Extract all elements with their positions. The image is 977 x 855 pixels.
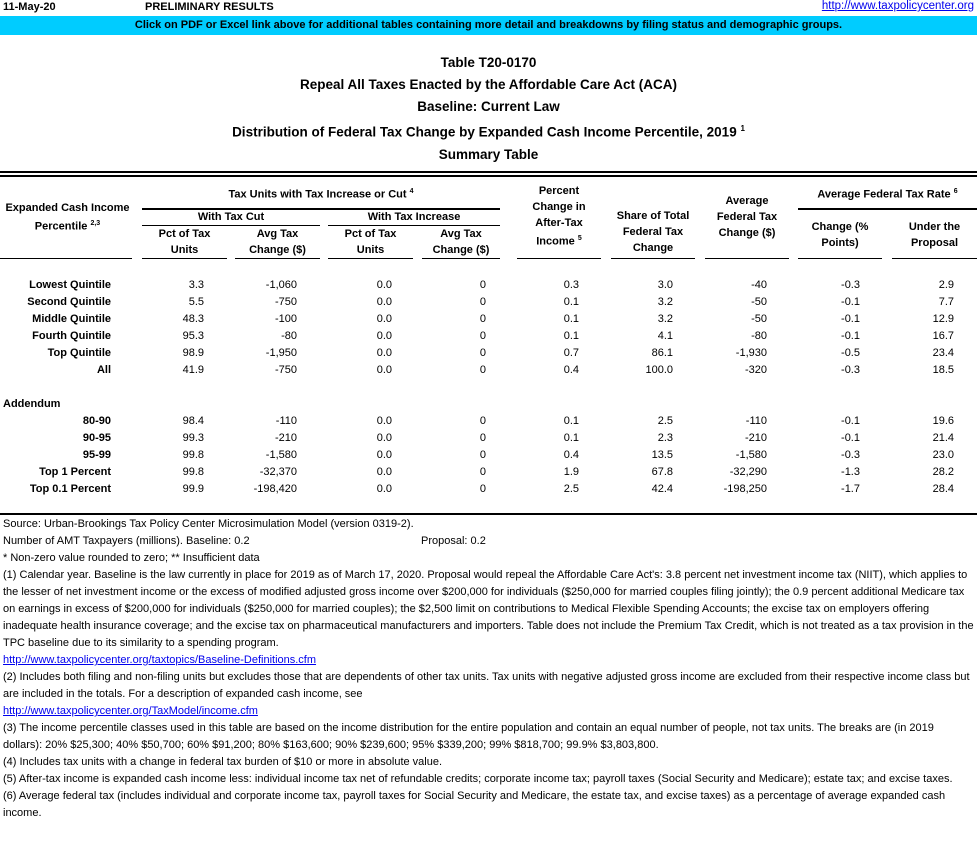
cell-share: 86.1	[651, 347, 673, 359]
col-text: Share of Total	[616, 210, 690, 222]
cell-inc-avg: 0	[479, 466, 486, 478]
cell-pct-after-tax: 1.9	[563, 466, 579, 478]
report-date: 11-May-20	[3, 1, 56, 13]
top-bar	[0, 0, 977, 15]
col-avg-fed	[705, 191, 789, 241]
cell-inc-avg: 0	[479, 483, 486, 495]
table-id: Table T20-0170	[440, 55, 537, 70]
col-text: Average	[725, 195, 769, 207]
cell-pct-after-tax: 0.1	[563, 330, 579, 342]
col-text: Avg Tax	[256, 228, 299, 240]
rule	[892, 258, 977, 259]
distribution-title	[0, 118, 977, 144]
sub-header-increase: With Tax Increase	[367, 211, 461, 223]
cell-rate-change: -0.1	[841, 432, 860, 444]
cell-avg-fed: -50	[751, 313, 767, 325]
col-text: Units	[356, 244, 385, 256]
cell-cut-avg: -100	[274, 313, 297, 325]
cell-share: 42.4	[651, 483, 673, 495]
amt-proposal: Proposal: 0.2	[421, 535, 486, 547]
rule	[517, 258, 601, 259]
cell-cut-pct: 41.9	[182, 364, 204, 376]
cell-share: 2.5	[657, 415, 673, 427]
cell-rate-under: 18.5	[932, 364, 954, 376]
footnote-ref: 6	[953, 188, 958, 195]
cell-avg-fed: -320	[744, 364, 767, 376]
summary-title: Summary Table	[438, 146, 539, 162]
cell-rate-under: 7.7	[938, 296, 954, 308]
cell-rate-under: 16.7	[932, 330, 954, 342]
row-header-text: Percentile	[34, 220, 88, 233]
note-4: (4) Includes tax units with a change in federal tax burden of $10 or more in absolute value.	[3, 756, 443, 768]
cell-share: 4.1	[657, 330, 673, 342]
table-row	[0, 362, 977, 379]
cell-cut-avg: -210	[274, 432, 297, 444]
col-text: After-Tax	[535, 217, 583, 229]
cell-inc-pct: 0.0	[376, 432, 392, 444]
cell-inc-pct: 0.0	[376, 347, 392, 359]
cell-inc-avg: 0	[479, 364, 486, 376]
cell-rate-change: -0.1	[841, 415, 860, 427]
income-model-link[interactable]: http://www.taxpolicycenter.org/TaxModel/income.cfm	[3, 705, 258, 717]
cell-inc-avg: 0	[479, 432, 486, 444]
cell-rate-under: 19.6	[932, 415, 954, 427]
cell-pct-after-tax: 0.1	[563, 415, 579, 427]
source-note: Source: Urban-Brookings Tax Policy Center Microsimulation Model (version 0319-2).	[3, 518, 414, 530]
col-rate-change	[798, 219, 882, 251]
col-text: Points)	[821, 237, 859, 249]
rule	[328, 258, 413, 259]
cell-pct-after-tax: 0.3	[563, 279, 579, 291]
cell-share: 13.5	[651, 449, 673, 461]
site-link[interactable]: http://www.taxpolicycenter.org	[821, 0, 974, 12]
cell-cut-avg: -80	[281, 330, 297, 342]
cell-cut-avg: -198,420	[253, 483, 297, 495]
cell-inc-avg: 0	[479, 279, 486, 291]
cell-rate-change: -1.7	[841, 483, 860, 495]
proposal-title: Repeal All Taxes Enacted by the Affordable Care Act (ACA)	[299, 77, 678, 92]
cell-rate-change: -0.1	[841, 296, 860, 308]
rule	[235, 258, 320, 259]
cell-cut-pct: 98.9	[182, 347, 204, 359]
table-row	[0, 464, 977, 481]
note-1: (1) Calendar year. Baseline is the law currently in place for 2019 as of March 17, 2020. Proposal would repeal the Affordable Care Act's: 3.8 percent net investment income tax (NIIT), which applies to the lesser of net investment income or the excess of modified adjusted gross income over $200,000 for individuals ($250,000 for married couples filing jointly); the 0.9 percent additional Medicare tax on earnings in excess of $200,000 for individuals ($250,000 for married couples); the $2,500 limit on contributions to Medical Flexible Spending Accounts; the excise tax on employers offering inadequate health insurance coverage; and the excise tax on pharmaceutical manufacturers and importers. Table does not include the Premium Tax Credit, which is not treated as a tax provision in the TPC baseline due to its similarity to a spending program.	[3, 569, 974, 649]
row-label: Middle Quintile	[32, 313, 111, 325]
cell-avg-fed: -110	[745, 415, 767, 427]
cell-rate-under: 28.2	[932, 466, 954, 478]
rule	[422, 258, 500, 259]
table-row	[0, 345, 977, 362]
row-label: Lowest Quintile	[29, 279, 111, 291]
cell-cut-pct: 99.3	[182, 432, 204, 444]
footnote-ref: 4	[409, 188, 414, 195]
col-text: Income	[536, 235, 575, 248]
cell-inc-pct: 0.0	[376, 415, 392, 427]
col-text: Avg Tax	[440, 228, 482, 240]
table-row	[0, 328, 977, 345]
col-text: Change ($)	[249, 244, 306, 256]
cell-cut-pct: 99.8	[182, 466, 204, 478]
table-row	[0, 413, 977, 430]
cell-cut-pct: 99.9	[182, 483, 204, 495]
sub-header-cut: With Tax Cut	[197, 211, 265, 223]
cell-cut-avg: -1,950	[265, 347, 297, 359]
cell-share: 100.0	[645, 364, 673, 376]
col-share	[611, 208, 695, 256]
cell-rate-under: 12.9	[932, 313, 954, 325]
col-text	[517, 231, 601, 250]
group-header-units	[142, 184, 500, 203]
group-header-rate	[798, 184, 977, 203]
cell-inc-avg: 0	[479, 415, 486, 427]
table-row	[0, 447, 977, 464]
col-text: Federal Tax	[716, 211, 778, 223]
cell-cut-pct: 5.5	[188, 296, 204, 308]
cell-avg-fed: -32,290	[729, 466, 767, 478]
cell-rate-change: -0.1	[841, 330, 860, 342]
baseline-title: Baseline: Current Law	[417, 99, 560, 114]
cell-inc-pct: 0.0	[376, 364, 392, 376]
footnote-ref: 2,3	[90, 220, 101, 227]
cell-rate-under: 28.4	[932, 483, 954, 495]
table-row	[0, 481, 977, 498]
footnote-ref: 1	[740, 124, 745, 133]
rule	[0, 258, 132, 259]
row-header	[0, 200, 135, 235]
table-row	[0, 430, 977, 447]
cell-cut-pct: 99.8	[182, 449, 204, 461]
cell-pct-after-tax: 0.1	[563, 432, 579, 444]
row-label: All	[96, 364, 111, 376]
cell-pct-after-tax: 0.1	[563, 313, 579, 325]
cell-rate-under: 23.0	[932, 449, 954, 461]
col-cut-avg	[235, 226, 320, 258]
cell-inc-pct: 0.0	[376, 449, 392, 461]
cell-cut-avg: -110	[275, 415, 297, 427]
cell-cut-avg: -32,370	[259, 466, 297, 478]
row-label: 90-95	[82, 432, 111, 444]
group-units-text: Tax Units with Tax Increase or Cut	[228, 188, 407, 201]
col-text: Change in	[532, 201, 586, 213]
cell-rate-change: -0.3	[841, 364, 860, 376]
rule	[798, 208, 977, 210]
table-row	[0, 311, 977, 328]
cell-rate-change: -0.1	[841, 313, 860, 325]
note-6: (6) Average federal tax (includes individual and corporate income tax, payroll taxes for Social Security and Medicare, the estate tax, and excise taxes) as a percentage of average expanded cash income.	[3, 790, 946, 819]
cell-inc-avg: 0	[479, 449, 486, 461]
cell-cut-avg: -1,060	[265, 279, 297, 291]
table-titles	[0, 52, 977, 166]
cell-avg-fed: -50	[751, 296, 767, 308]
row-label: Top 0.1 Percent	[29, 483, 111, 495]
col-text: Change ($)	[718, 227, 776, 239]
cell-share: 67.8	[651, 466, 673, 478]
cell-inc-avg: 0	[479, 296, 486, 308]
rule	[142, 258, 227, 259]
footnotes	[3, 516, 975, 822]
row-label: Top Quintile	[47, 347, 111, 359]
table-bottom-rule	[0, 513, 977, 515]
cell-inc-pct: 0.0	[376, 483, 392, 495]
row-label: 80-90	[82, 415, 111, 427]
col-text: Pct of Tax	[344, 228, 397, 240]
cell-inc-avg: 0	[479, 313, 486, 325]
col-text: Under the	[908, 221, 961, 233]
cell-avg-fed: -40	[751, 279, 767, 291]
table-top-rule-2	[0, 175, 977, 177]
cell-avg-fed: -1,580	[735, 449, 767, 461]
row-label: Second Quintile	[27, 296, 111, 308]
cell-cut-avg: -1,580	[265, 449, 297, 461]
col-text: Change (%	[811, 221, 869, 233]
info-banner: Click on PDF or Excel link above for additional tables containing more detail and breakdowns by filing status and demographic groups.	[0, 16, 977, 35]
rule	[611, 258, 695, 259]
row-label: Fourth Quintile	[32, 330, 111, 342]
col-text: Percent	[538, 185, 580, 197]
cell-cut-avg: -750	[274, 296, 297, 308]
distribution-text: Distribution of Federal Tax Change by Expanded Cash Income Percentile, 2019	[232, 124, 737, 140]
note-5: (5) After-tax income is expanded cash income less: individual income tax net of refundable credits; corporate income tax; payroll taxes (Social Security and Medicare); estate tax; and excise taxes.	[3, 773, 953, 785]
col-pct-after-tax	[517, 183, 601, 250]
col-text: Federal Tax	[622, 226, 684, 238]
cell-share: 3.2	[657, 296, 673, 308]
cell-pct-after-tax: 2.5	[563, 483, 579, 495]
addendum-label: Addendum	[3, 398, 61, 410]
cell-avg-fed: -198,250	[723, 483, 767, 495]
cell-share: 3.0	[657, 279, 673, 291]
col-text: Change ($)	[432, 244, 490, 256]
cell-rate-change: -0.5	[841, 347, 860, 359]
cell-rate-change: -0.3	[841, 279, 860, 291]
cell-share: 3.2	[657, 313, 673, 325]
row-label: 95-99	[82, 449, 111, 461]
cell-inc-pct: 0.0	[376, 330, 392, 342]
cell-pct-after-tax: 0.1	[563, 296, 579, 308]
col-rate-under	[892, 219, 977, 251]
row-header-line1: Expanded Cash Income	[5, 202, 130, 214]
footnote-ref: 5	[577, 235, 582, 242]
legend-note: * Non-zero value rounded to zero; ** Insufficient data	[3, 552, 260, 564]
table-row	[0, 294, 977, 311]
cell-cut-pct: 98.4	[182, 415, 204, 427]
col-text: Proposal	[910, 237, 959, 249]
cell-cut-pct: 3.3	[188, 279, 204, 291]
cell-avg-fed: -1,930	[735, 347, 767, 359]
table-top-rule	[0, 171, 977, 173]
cell-inc-pct: 0.0	[376, 466, 392, 478]
cell-inc-pct: 0.0	[376, 313, 392, 325]
cell-inc-pct: 0.0	[376, 296, 392, 308]
cell-cut-pct: 48.3	[182, 313, 204, 325]
cell-pct-after-tax: 0.7	[563, 347, 579, 359]
cell-pct-after-tax: 0.4	[563, 449, 579, 461]
baseline-definitions-link[interactable]: http://www.taxpolicycenter.org/taxtopics/Baseline-Definitions.cfm	[3, 654, 317, 666]
cell-pct-after-tax: 0.4	[563, 364, 579, 376]
cell-rate-under: 21.4	[932, 432, 954, 444]
col-inc-pct	[328, 226, 413, 258]
cell-inc-avg: 0	[479, 330, 486, 342]
rule	[798, 258, 882, 259]
col-text: Pct of Tax	[158, 228, 211, 240]
cell-rate-change: -1.3	[841, 466, 860, 478]
col-text: Units	[170, 244, 199, 256]
cell-share: 2.3	[657, 432, 673, 444]
col-inc-avg	[422, 226, 500, 258]
cell-cut-pct: 95.3	[182, 330, 204, 342]
note-2: (2) Includes both filing and non-filing units but excludes those that are dependents of other tax units. Tax units with negative adjusted gross income are excluded from their respective income class but are included in the totals. For a description of expanded cash income, see	[3, 671, 970, 700]
amt-note	[3, 533, 975, 550]
amt-baseline: Number of AMT Taxpayers (millions). Baseline: 0.2	[3, 535, 250, 547]
col-text: Change	[632, 242, 674, 254]
group-rate-text: Average Federal Tax Rate	[817, 188, 951, 201]
col-cut-pct	[142, 226, 227, 258]
cell-rate-change: -0.3	[841, 449, 860, 461]
row-header-line2	[0, 216, 135, 235]
cell-inc-pct: 0.0	[376, 279, 392, 291]
cell-rate-under: 23.4	[932, 347, 954, 359]
cell-avg-fed: -80	[751, 330, 767, 342]
cell-cut-avg: -750	[274, 364, 297, 376]
cell-avg-fed: -210	[744, 432, 767, 444]
table-row	[0, 277, 977, 294]
cell-inc-avg: 0	[479, 347, 486, 359]
row-label: Top 1 Percent	[39, 466, 111, 478]
cell-rate-under: 2.9	[938, 279, 954, 291]
rule	[705, 258, 789, 259]
preliminary-label: PRELIMINARY RESULTS	[145, 1, 274, 13]
note-3: (3) The income percentile classes used in this table are based on the income distribution for the entire population and contain an equal number of people, not tax units. The breaks are (in 2019 dollars): 20% $25,300; 40% $50,700; 60% $91,200; 80% $163,600; 90% $239,600; 95% $339,200; 99% $818,700; 99.9% $3,803,800.	[3, 722, 934, 751]
